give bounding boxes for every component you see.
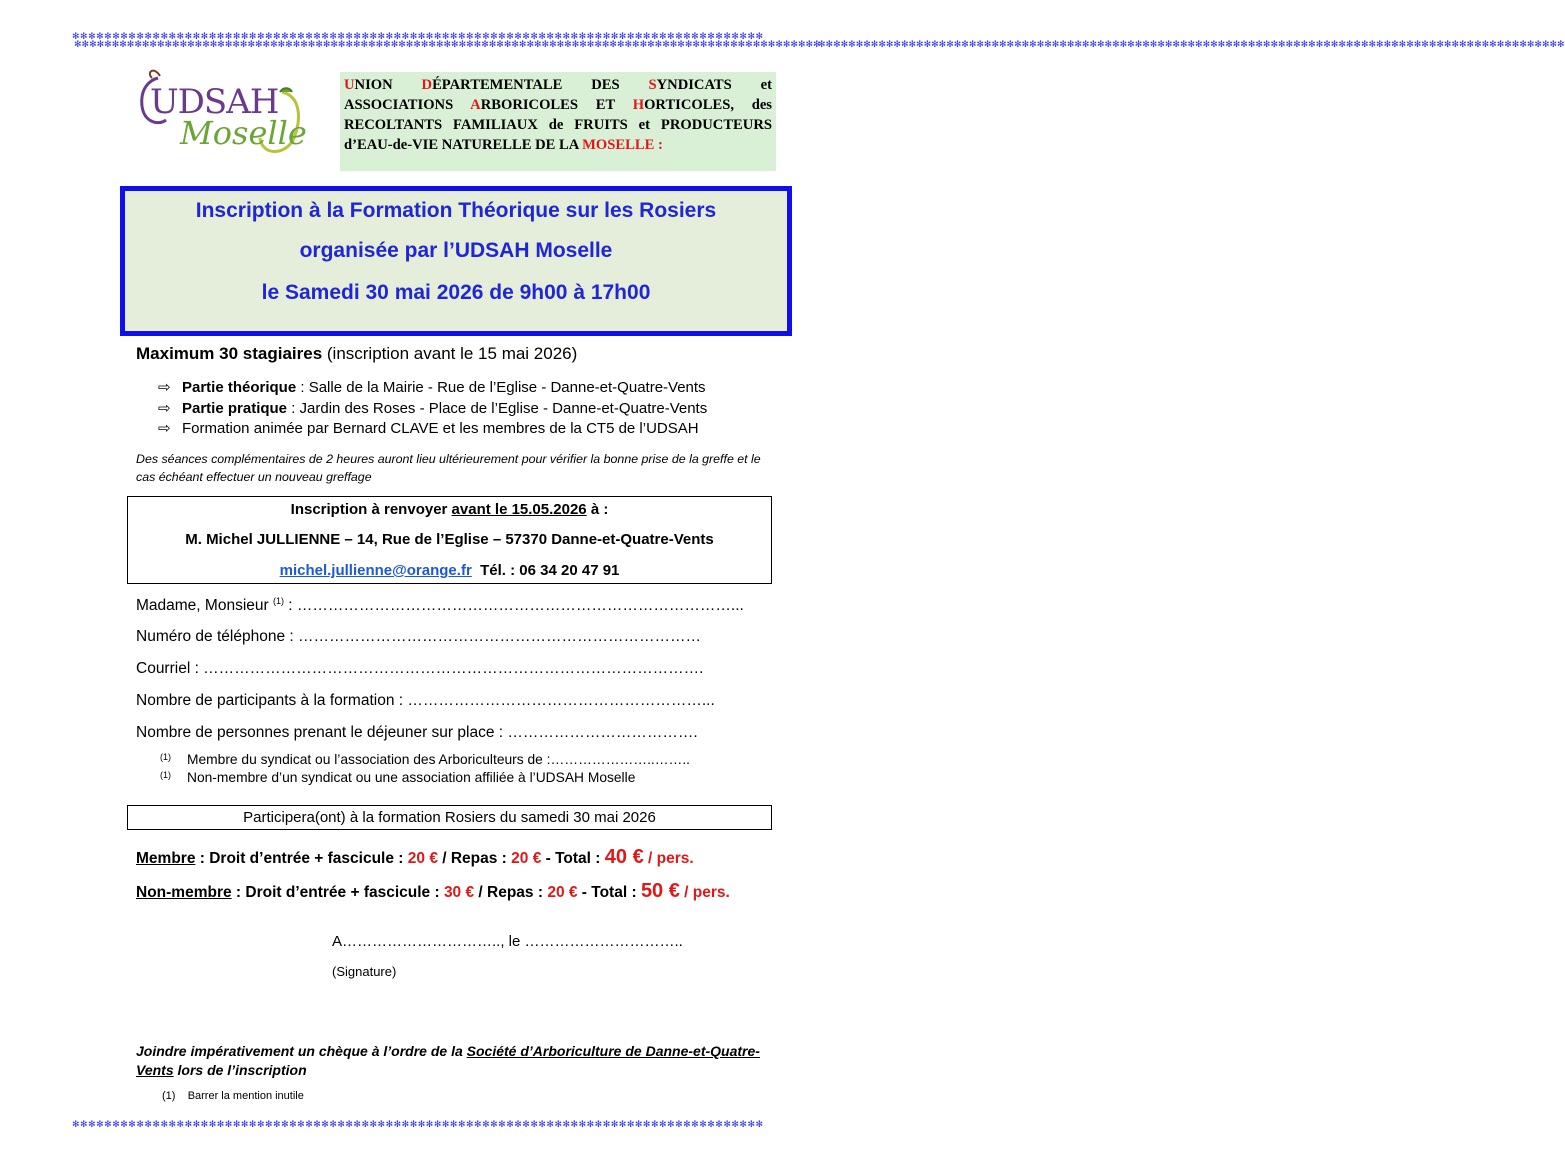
inscription-deadline: Inscription à renvoyer avant le 15.05.2026 à : <box>290 501 609 518</box>
field-email[interactable]: Courriel : ……………………………………………………………………………………. <box>136 660 704 677</box>
mention-member[interactable]: $^{(1)}$ Membre du syndicat ou l’association des Arboriculteurs de :…………………..…….. <box>160 752 691 767</box>
member-price-line: Membre : Droit d’entrée + fascicule : 20 € / Repas : 20 € - Total : 40 € / pers. <box>136 846 694 868</box>
union-description: UNION DÉPARTEMENTALE DES SYNDICATS et ASSOCIATIONS ARBORICOLES ET HORTICOLES, des RECOLTANTS FAMILIAUX de FRUITS et PRODUCTEURS d’EAU-de-VIE NATURELLE DE LA MOSELLE : <box>340 72 776 171</box>
logo-udsah-text: UDSAH <box>150 82 279 122</box>
field-lunch[interactable]: Nombre de personnes prenant le déjeuner sur place : ………………………………. <box>136 724 698 741</box>
non-member-price-line: Non-membre : Droit d’entrée + fascicule : 30 € / Repas : 20 € - Total : 50 € / pers. <box>136 880 730 902</box>
phone-number: Tél. : 06 34 20 47 91 <box>480 562 620 579</box>
list-item: ⇨ Partie théorique : Salle de la Mairie - Rue de l’Eglise - Danne-et-Quatre-Vents <box>158 378 707 399</box>
title-line-3: le Samedi 30 mai 2026 de 9h00 à 17h00 <box>261 281 651 304</box>
list-item: ⇨ Partie pratique : Jardin des Roses - Place de l’Eglise - Danne-et-Quatre-Vents <box>158 399 707 420</box>
list-item: ⇨ Formation animée par Bernard CLAVE et les membres de la CT5 de l’UDSAH <box>158 419 707 440</box>
cheque-instruction: Joindre impérativement un chèque à l’ordre de la Société d’Arboriculture de Danne-et-Quatre-Vents lors de l’inscription <box>136 1043 760 1078</box>
footnote: (1) Barrer la mention inutile <box>162 1090 304 1102</box>
star-border-top: ✻✻✻✻✻✻✻✻✻✻✻✻✻✻✻✻✻✻✻✻✻✻✻✻✻✻✻✻✻✻✻✻✻✻✻✻✻✻✻✻✻✻✻✻✻✻✻✻✻✻✻✻✻✻✻✻✻✻✻✻✻✻✻✻✻✻✻✻✻✻✻✻✻✻✻✻✻✻✻✻✻✻✻✻✻✻ <box>72 32 764 42</box>
inscription-box <box>127 496 772 584</box>
field-participants[interactable]: Nombre de participants à la formation : …………………………………………………... <box>136 692 715 709</box>
star-border-bottom: ✻✻✻✻✻✻✻✻✻✻✻✻✻✻✻✻✻✻✻✻✻✻✻✻✻✻✻✻✻✻✻✻✻✻✻✻✻✻✻✻✻✻✻✻✻✻✻✻✻✻✻✻✻✻✻✻✻✻✻✻✻✻✻✻✻✻✻✻✻✻✻✻✻✻✻✻✻✻✻✻✻✻✻✻✻✻ <box>72 1120 764 1130</box>
title-line-2: organisée par l’UDSAH Moselle <box>299 239 613 262</box>
bullet-list <box>158 378 707 440</box>
complementary-sessions-note: Des séances complémentaires de 2 heures auront lieu ultérieurement pour vérifier la bonne prise de la greffe et le cas échéant effectuer un nouveau greffage <box>136 452 761 484</box>
signature-label: (Signature) <box>332 964 397 979</box>
arrow-right-icon: ⇨ <box>158 420 171 437</box>
inscription-contact <box>128 562 771 579</box>
field-phone[interactable]: Numéro de téléphone : …………………………………………………………………… <box>136 628 701 645</box>
title-box <box>120 186 792 336</box>
field-name[interactable]: Madame, Monsieur $^{(1)}$ : …………………………………………………………………………... <box>136 596 744 615</box>
participation-box: Participera(ont) à la formation Rosiers du samedi 30 mai 2026 <box>127 805 772 830</box>
arrow-right-icon: ⇨ <box>158 399 171 417</box>
arrow-right-icon: ⇨ <box>158 379 171 396</box>
star-border-right: ✻✻✻✻✻✻✻✻✻✻✻✻✻✻✻✻✻✻✻✻✻✻✻✻✻✻✻✻✻✻✻✻✻✻✻✻✻✻✻✻✻✻✻✻✻✻✻✻✻✻✻✻✻✻✻✻✻✻✻✻✻✻✻✻✻✻✻✻✻✻✻✻✻✻✻✻✻✻✻✻✻✻✻✻✻✻✻✻✻✻✻✻✻✻✻✻✻✻✻ <box>818 40 1565 50</box>
udsah-logo <box>132 62 312 162</box>
mention-non-member[interactable]: $^{(1)}$ Non-membre d’un syndicat ou une association affiliée à l’UDSAH Moselle <box>160 770 636 785</box>
email-link[interactable]: michel.jullienne@orange.fr <box>279 562 472 579</box>
max-participants: Maximum 30 stagiaires (inscription avant le 15 mai 2026) <box>136 344 578 363</box>
inscription-address: M. Michel JULLIENNE – 14, Rue de l’Eglise – 57370 Danne-et-Quatre-Vents <box>185 531 714 548</box>
title-line-1: Inscription à la Formation Théorique sur les Rosiers <box>195 199 717 222</box>
logo-moselle-text: Moselle <box>180 114 307 152</box>
place-date-field[interactable]: A………………………….., le ………………………….. <box>332 933 683 950</box>
star-border-left: ✻✻✻✻✻✻✻✻✻✻✻✻✻✻✻✻✻✻✻✻✻✻✻✻✻✻✻✻✻✻✻✻✻✻✻✻✻✻✻✻✻✻✻✻✻✻✻✻✻✻✻✻✻✻✻✻✻✻✻✻✻✻✻✻✻✻✻✻✻✻✻✻✻✻✻✻✻✻✻✻✻✻✻✻✻✻✻✻✻✻✻✻✻✻✻✻✻✻✻ <box>74 40 821 50</box>
